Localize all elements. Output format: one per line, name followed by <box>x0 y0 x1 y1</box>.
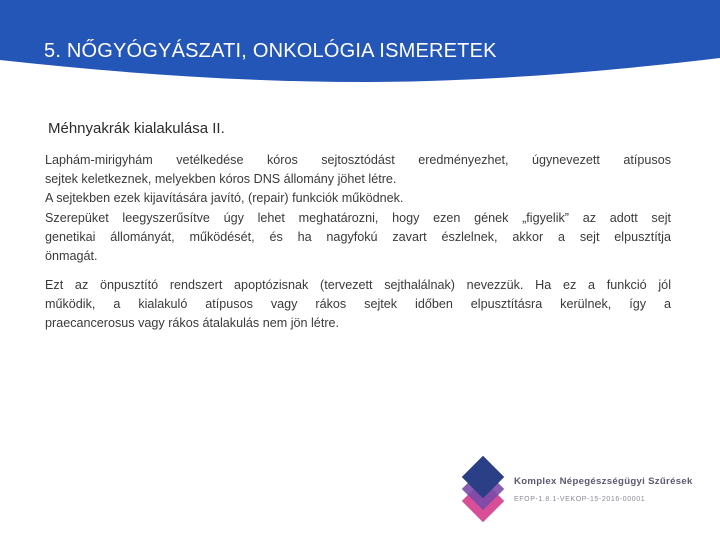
program-logo <box>458 452 720 536</box>
section-subtitle: Méhnyakrák kialakulása II. <box>48 120 225 137</box>
diamond-stack-icon <box>458 452 514 536</box>
paragraph-line: Laphám-mirigyhám vetélkedése kóros sejtosztódást eredményezhet, úgynevezett atípusos <box>45 153 671 167</box>
header-banner <box>0 0 720 82</box>
paragraph-line: praecancerosus vagy rákos átalakulás nem jön létre. <box>45 316 340 331</box>
logo-name-text: Komplex Népegészségügyi Szűrések <box>514 476 693 487</box>
paragraph-line: A sejtekben ezek kijavítására javító, (repair) funkciók működnek. <box>45 191 404 206</box>
paragraph-line: genetikai állományát, működését, és ha nagyfokú zavart észlelnek, akkor a sejt elpusztítja <box>45 229 671 244</box>
paragraph-line: Szerepüket leegyszerűsítve úgy lehet meghatározni, hogy ezen gének „figyelik” az adott sejt <box>45 210 671 225</box>
paragraph-line: működik, a kialakuló atípusos vagy rákos sejtek időben elpusztításra kerülnek, így a <box>45 297 671 312</box>
paragraph-line: sejtek keletkeznek, melyekben kóros DNS állomány jöhet létre. <box>45 172 397 187</box>
paragraph-2 <box>45 276 671 334</box>
paragraph-1 <box>45 151 671 266</box>
paragraph-line: Ezt az önpusztító rendszert apoptózisnak (tervezett sejthalálnak) nevezzük. Ha ez a funkció jól <box>45 278 671 292</box>
logo-code-text: EFOP-1.8.1-VEKOP-15-2016-00001 <box>514 496 646 503</box>
page-title: 5. NŐGYÓGYÁSZATI, ONKOLÓGIA ISMERETEK <box>44 40 497 62</box>
paragraph-line: önmagát. <box>45 249 98 264</box>
